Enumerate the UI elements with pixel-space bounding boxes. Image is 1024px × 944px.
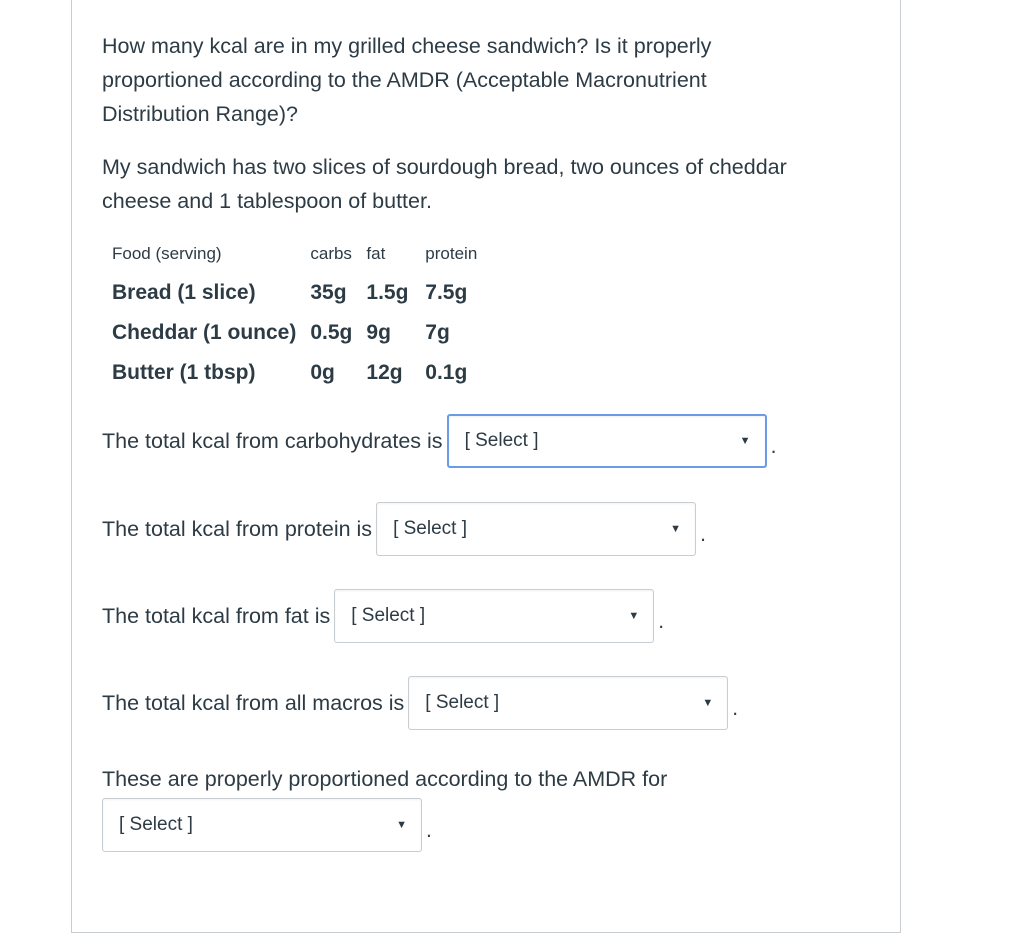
carbs-kcal-select[interactable] <box>447 414 767 468</box>
carbs-value: 35g <box>310 281 347 304</box>
carbs-value: 0g <box>310 361 335 384</box>
amdr-group-select[interactable] <box>102 798 422 852</box>
caret-down-icon: ▼ <box>628 610 640 622</box>
period: . <box>658 610 665 633</box>
header-protein: protein <box>425 244 478 263</box>
period: . <box>426 819 432 842</box>
caret-down-icon: ▼ <box>396 819 407 831</box>
question-text-line: Distribution Range)? <box>102 102 298 126</box>
table-row <box>112 353 491 393</box>
caret-down-icon: ▼ <box>670 523 682 535</box>
fat-prompt: The total kcal from fat is <box>102 603 331 628</box>
protein-value: 0.1g <box>425 361 468 384</box>
protein-kcal-select[interactable] <box>376 502 696 556</box>
question-text-line: How many kcal are in my grilled cheese sandwich? Is it properly <box>102 34 712 58</box>
macronutrient-table <box>112 243 491 393</box>
all-macros-question-line <box>102 675 738 731</box>
table-row <box>112 273 491 313</box>
table-header-row <box>112 243 491 273</box>
sandwich-description-line: cheese and 1 tablespoon of butter. <box>102 189 432 213</box>
protein-question-line <box>102 501 706 557</box>
carbs-prompt: The total kcal from carbohydrates is <box>102 428 443 453</box>
header-carbs: carbs <box>310 244 352 263</box>
protein-value: 7.5g <box>425 281 468 304</box>
period: . <box>732 697 739 720</box>
protein-prompt: The total kcal from protein is <box>102 516 373 541</box>
caret-down-icon: ▼ <box>702 697 714 709</box>
sandwich-description-line: My sandwich has two slices of sourdough bread, two ounces of cheddar <box>102 155 787 179</box>
fat-kcal-select[interactable] <box>334 589 654 643</box>
question-panel <box>71 0 901 933</box>
protein-value: 7g <box>425 321 450 344</box>
select-placeholder: [ Select ] <box>464 430 539 451</box>
select-placeholder: [ Select ] <box>351 605 426 626</box>
select-placeholder: [ Select ] <box>119 814 193 835</box>
food-name: Cheddar (1 ounce) <box>112 321 297 344</box>
fat-question-line <box>102 588 664 644</box>
select-placeholder: [ Select ] <box>393 518 467 539</box>
period: . <box>770 435 777 458</box>
fat-value: 9g <box>366 321 391 344</box>
amdr-question-line <box>102 797 432 853</box>
period: . <box>700 523 706 546</box>
select-placeholder: [ Select ] <box>425 692 500 713</box>
header-food: Food (serving) <box>112 244 222 263</box>
fat-value: 1.5g <box>366 281 409 304</box>
fat-value: 12g <box>366 361 403 384</box>
all-macros-kcal-select[interactable] <box>408 676 728 730</box>
all-macros-prompt: The total kcal from all macros is <box>102 690 405 715</box>
table-row <box>112 313 491 353</box>
food-name: Bread (1 slice) <box>112 281 256 304</box>
amdr-prompt: These are properly proportioned according to the AMDR for <box>102 767 668 791</box>
carbs-value: 0.5g <box>310 321 353 344</box>
question-text-line: proportioned according to the AMDR (Acceptable Macronutrient <box>102 68 707 92</box>
carbs-question-line <box>102 413 776 469</box>
food-name: Butter (1 tbsp) <box>112 361 256 384</box>
caret-down-icon: ▼ <box>739 435 751 447</box>
header-fat: fat <box>366 244 386 263</box>
